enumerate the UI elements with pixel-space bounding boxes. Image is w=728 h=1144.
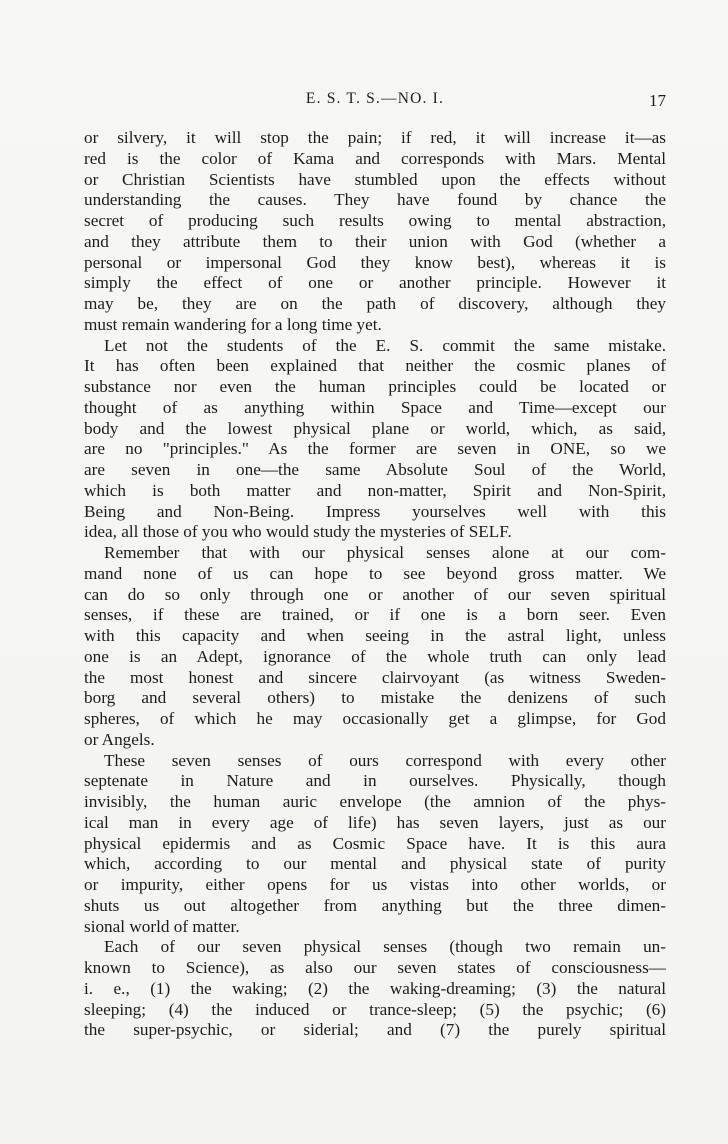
text-line: the super-psychic, or siderial; and (7) the purely spiritual xyxy=(84,1020,666,1040)
text-line: known to Science), as also our seven states of consciousness— xyxy=(84,958,666,977)
text-line: thought of as anything within Space and Time—except our xyxy=(84,397,666,417)
text-line: idea, all those of you who would study the mysteries of SELF. xyxy=(84,522,512,542)
text-line: are seven in one—the same Absolute Soul of the World, xyxy=(84,460,666,479)
text-line: borg and several others) to mistake the denizens of such xyxy=(84,688,666,708)
text-line: or Angels. xyxy=(84,729,155,749)
running-title: E. S. T. S.—NO. I. xyxy=(305,90,445,107)
text-line: and they attribute them to their union with God (whether a xyxy=(84,231,666,251)
text-line: Each of our seven physical senses (though two remain un- xyxy=(104,937,666,957)
text-line: mand none of us can hope to see beyond gross matter. We xyxy=(84,563,666,583)
text-line: may be, they are on the path of discovery, although they xyxy=(84,294,666,313)
text-line: simply the effect of one or another principle. However it xyxy=(84,273,666,293)
text-line: Being and Non-Being. Impress yourselves well with this xyxy=(84,501,666,521)
text-line: It has often been explained that neither the cosmic planes of xyxy=(84,356,666,376)
text-line: which is both matter and non-matter, Spirit and Non-Spirit, xyxy=(84,480,666,500)
text-line: septenate in Nature and in ourselves. Physically, though xyxy=(84,771,666,791)
text-line: or Christian Scientists have stumbled upon the effects without xyxy=(84,169,666,189)
text-line: shuts us out altogether from anything but the three dimen- xyxy=(84,895,666,915)
text-line: one is an Adept, ignorance of the whole truth can only lead xyxy=(84,646,666,666)
text-line: physical epidermis and as Cosmic Space have. It is this aura xyxy=(84,833,666,853)
page-number: 17 xyxy=(649,91,666,110)
text-line: the most honest and sincere clairvoyant (as witness Sweden- xyxy=(84,667,666,687)
body-text xyxy=(84,128,666,1041)
text-line: can do so only through one or another of our seven spiritual xyxy=(84,584,666,604)
text-line: red is the color of Kama and corresponds with Mars. Mental xyxy=(84,148,666,168)
text-line: understanding the causes. They have found by chance the xyxy=(84,190,666,210)
text-line: must remain wandering for a long time yet. xyxy=(84,314,382,334)
text-line: secret of producing such results owing to mental abstraction, xyxy=(84,211,666,230)
text-line: Remember that with our physical senses alone at our com- xyxy=(104,543,666,562)
text-line: body and the lowest physical plane or world, which, as said, xyxy=(84,418,666,438)
text-line: substance nor even the human principles could be located or xyxy=(84,377,666,396)
text-line: sional world of matter. xyxy=(84,916,240,936)
text-line: Let not the students of the E. S. commit the same mistake. xyxy=(104,335,666,355)
text-line: invisibly, the human auric envelope (the amnion of the phys- xyxy=(84,792,666,811)
text-line: ical man in every age of life) has seven layers, just as our xyxy=(84,812,666,832)
text-line: which, according to our mental and physical state of purity xyxy=(84,854,666,874)
text-line: or silvery, it will stop the pain; if red, it will increase it—as xyxy=(84,128,666,147)
text-line: i. e., (1) the waking; (2) the waking-dreaming; (3) the natural xyxy=(84,978,666,998)
text-line: sleeping; (4) the induced or trance-sleep; (5) the psychic; (6) xyxy=(84,999,666,1019)
text-line: with this capacity and when seeing in the astral light, unless xyxy=(84,626,666,645)
text-line: or impurity, either opens for us vistas into other worlds, or xyxy=(84,875,666,894)
text-line: These seven senses of ours correspond with every other xyxy=(104,750,666,770)
page-header xyxy=(84,90,666,116)
text-line: spheres, of which he may occasionally get a glimpse, for God xyxy=(84,709,666,728)
text-line: are no "principles." As the former are seven in ONE, so we xyxy=(84,439,666,459)
text-line: personal or impersonal God they know best), whereas it is xyxy=(84,252,666,272)
text-line: senses, if these are trained, or if one is a born seer. Even xyxy=(84,605,666,625)
